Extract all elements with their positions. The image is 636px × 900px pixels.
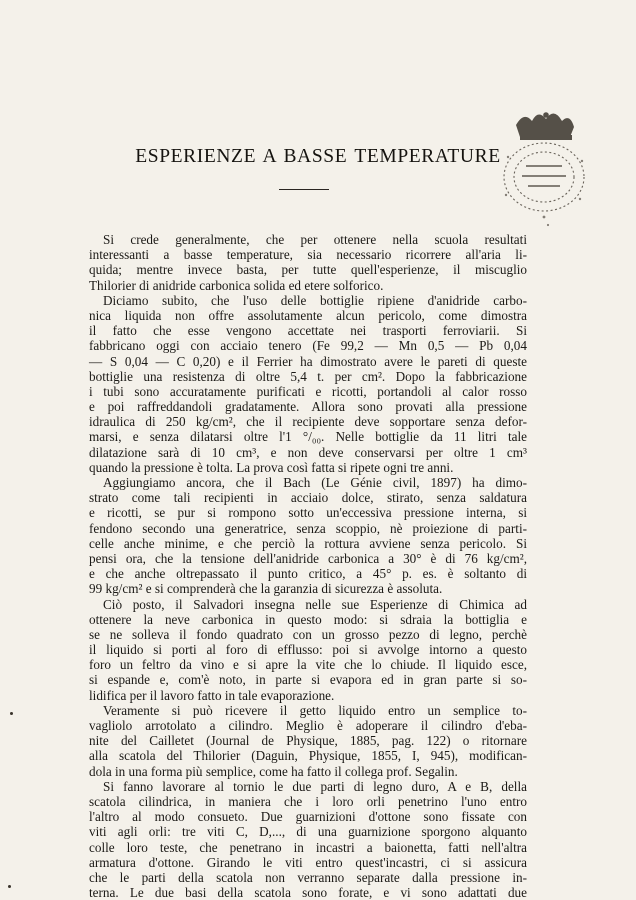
text-line: scatola cilindrica, in maniera che i loro orli penetrino l'uno entro: [89, 793, 527, 809]
text-line: Ciò posto, il Salvadori insegna nelle sue Esperienze di Chimica ad: [103, 596, 527, 612]
text-line: 99 kg/cm² e si comprenderà che la garanzia di sicurezza è assoluta.: [89, 581, 443, 597]
text-line: il fatto che esse vengono accettate nei trasporti ferroviarii. Si: [89, 323, 527, 339]
print-speck: [10, 712, 13, 715]
text-line: marsi, e senza dilatarsi oltre l'1 °/₀₀. Nelle bottiglie da 11 litri tale: [89, 429, 527, 445]
text-line: dilatazione sarà di 10 cm³, e non deve conservarsi per oltre 1 cm³: [89, 444, 527, 460]
body-text: [89, 232, 527, 900]
text-line: strato come tali recipienti in acciaio dolce, stirato, senza saldatura: [89, 490, 527, 506]
text-line: l'altro al modo consueto. Due guarnizioni d'ottone sono fissate con: [89, 809, 527, 825]
text-line: nica liquida non offre assolutamente alcun pericolo, come dimostra: [89, 307, 527, 323]
text-line: se ne solleva il fondo quadrato con un grosso pezzo di legno, perchè: [89, 626, 527, 642]
text-line: Veramente si può ricevere il getto liquido entro un semplice to-: [103, 702, 527, 718]
text-line: Si crede generalmente, che per ottenere nella scuola resultati: [103, 232, 527, 247]
text-line: e ricotti, se pur si rompono sotto un'eccessiva pressione interna, si: [89, 505, 527, 521]
text-line: ottenere la neve carbonica in questo modo: si sdraia la bottiglia e: [89, 611, 527, 627]
text-line: quando la pressione è tolta. La prova così fatta si ripete ogni tre anni.: [89, 459, 454, 475]
text-line: fendono secondo una generatrice, senza scoppio, nè proiezione di parti-: [89, 520, 527, 536]
text-line: viti agli orli: tre viti C, D,..., di una guarnizione sporgono alquanto: [89, 824, 527, 840]
text-line: si espande e, com'è noto, in parte si evapora ed in gran parte si so-: [89, 672, 527, 688]
text-line: lidifica per il lavoro fatto in tale evaporazione.: [89, 687, 335, 703]
text-line: Aggiungiamo ancora, che il Bach (Le Génie civil, 1897) ha dimo-: [103, 475, 527, 490]
text-line: i tubi sono accuratamente purificati e ricotti, portandoli al calor rosso: [89, 383, 527, 399]
text-line: nite del Cailletet (Journal de Physique, 1885, pag. 122) o ritornare: [89, 733, 527, 749]
text-line: Thilorier di anidride carbonica solida ed etere solforico.: [89, 277, 384, 293]
title-divider: [279, 189, 329, 190]
text-line: pensi ora, che la tensione dell'anidride carbonica a 30° è di 76 kg/cm²,: [89, 550, 527, 566]
text-line: fabbricano oggi con acciaio tenero (Fe 99,2 — Mn 0,5 — Pb 0,04: [89, 338, 527, 354]
text-line: foro un feltro da vino e si apre la vite che lo chiude. Il liquido esce,: [89, 657, 527, 673]
text-line: Diciamo subito, che l'uso delle bottiglie ripiene d'anidride carbo-: [103, 292, 527, 308]
text-line: colle loro teste, che penetrano in incastri a baionetta, fatti nell'altra: [89, 839, 527, 855]
text-line: terna. Le due basi della scatola sono forate, e vi sono adattati due: [89, 885, 527, 900]
text-line: e che anche oltrepassato il punto critico, a 45° p. es. è soltanto di: [89, 566, 527, 582]
text-line: celle anche minime, e che perciò la rottura avviene senza pericolo. Si: [89, 535, 527, 551]
text-line: quida; mentre invece basta, per tutte quell'esperienze, il miscuglio: [89, 262, 527, 278]
text-line: e poi raffreddandoli gradatamente. Allora sono provati alla pressione: [89, 399, 527, 415]
text-line: Si fanno lavorare al tornio le due parti di legno duro, A e B, della: [103, 778, 527, 794]
text-line: dola in una forma più semplice, come ha fatto il collega prof. Segalin.: [89, 763, 458, 779]
text-line: interessanti a basse temperature, sia necessario ricorrere all'aria li-: [89, 247, 527, 263]
text-line: alla scatola del Thilorier (Daguin, Physique, 1855, I, 945), modifican-: [89, 748, 527, 764]
text-line: il liquido si porti al foro di efflusso: poi si avvolge intorno a questo: [89, 642, 527, 658]
text-line: che le parti della scatola non verranno separate dalla pressione in-: [89, 869, 527, 885]
text-line: vagliolo arrotolato a cilindro. Meglio è adoperare il cilindro d'eba-: [89, 718, 527, 733]
text-line: — S 0,04 — C 0,20) e il Ferrier ha dimostrato avere le pareti di queste: [89, 353, 527, 369]
chapter-title: ESPERIENZE A BASSE TEMPERATURE: [135, 146, 501, 167]
print-speck: [8, 885, 11, 888]
text-line: armatura d'ottone. Girando le viti entro quest'incastri, ci si assicura: [89, 854, 527, 870]
text-line: idraulica di 250 kg/cm², che il recipiente deve sopportare senza defor-: [89, 414, 527, 430]
text-line: bottiglie una resistenza di oltre 5,4 t. per cm². Dopo la fabbricazione: [89, 368, 527, 384]
